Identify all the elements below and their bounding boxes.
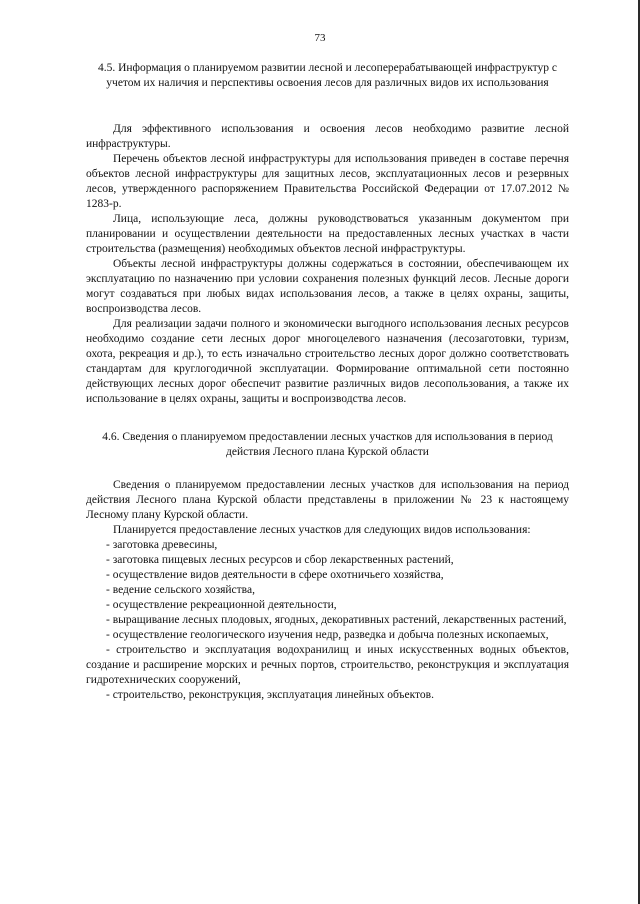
- list-item: - заготовка древесины,: [106, 539, 218, 551]
- section-4-5-heading: 4.5. Информация о планируемом развитии лесной и лесоперерабатывающей инфраструктур с учетом их наличия и перспективы освоения лесов для различных видов их использования: [97, 62, 558, 89]
- section-4-6-paragraph: Сведения о планируемом предоставлении лесных участков для использования на период действия Лесного плана Курской области представлены в приложении № 23 к настоящему Лесному плану Курской области.: [86, 479, 569, 521]
- section-4-6: [86, 430, 569, 703]
- page-number: 73: [314, 32, 326, 44]
- section-4-6-paragraph: Планируется предоставление лесных участков для следующих видов использования:: [113, 524, 531, 536]
- section-4-5-paragraph: Объекты лесной инфраструктуры должны содержаться в состоянии, обеспечивающем их эксплуатацию по назначению при условии сохранения полезных функций лесов. Лесные дороги могут создаваться при любых видах использования лесов, а также в целях охраны, защиты, воспроизводства лесов.: [86, 258, 569, 315]
- list-item: - заготовка пищевых лесных ресурсов и сбор лекарственных растений,: [106, 554, 454, 566]
- list-item: - выращивание лесных плодовых, ягодных, декоративных растений, лекарственных растений,: [106, 614, 567, 626]
- list-item: - осуществление видов деятельности в сфере охотничьего хозяйства,: [106, 569, 444, 581]
- list-item: - строительство, реконструкция, эксплуатация линейных объектов.: [106, 689, 434, 701]
- list-item: - осуществление рекреационной деятельности,: [106, 599, 337, 611]
- section-4-6-heading: 4.6. Сведения о планируемом предоставлении лесных участков для использования в период действия Лесного плана Курской области: [102, 431, 553, 458]
- list-item: - строительство и эксплуатация водохранилищ и иных искусственных водных объектов, создание и расширение морских и речных портов, строительство, реконструкция и эксплуатация гидротехнических сооружений,: [86, 644, 569, 686]
- section-4-5: [86, 61, 569, 407]
- section-4-5-paragraph: Для реализации задачи полного и экономически выгодного использования лесных ресурсов необходимо создание сети лесных дорог многоцелевого назначения (лесозаготовки, туризм, охота, рекреация и др.), то есть изначально строительство лесных дорог должно соответствовать стандартам для круглогодичной эксплуатации. Формирование оптимальной сети постоянно действующих лесных дорог обеспечит развитие различных видов лесопользования, а также их использование в целях охраны, защиты и воспроизводства лесов.: [86, 318, 569, 405]
- section-4-5-paragraph: Для эффективного использования и освоения лесов необходимо развитие лесной инфраструктуры.: [86, 123, 569, 150]
- section-4-5-paragraph: Перечень объектов лесной инфраструктуры для использования приведен в составе перечня объектов лесной инфраструктуры для защитных лесов, эксплуатационных лесов и резервных лесов, утвержденного распоряжением Правительства Российской Федерации от 17.07.2012 № 1283-р.: [86, 153, 569, 210]
- list-item: - ведение сельского хозяйства,: [106, 584, 255, 596]
- section-4-5-paragraph: Лица, использующие леса, должны руководствоваться указанным документом при планировании и осуществлении деятельности на предоставленных лесных участках в части строительства (размещения) необходимых объектов лесной инфраструктуры.: [86, 213, 569, 255]
- list-item: - осуществление геологического изучения недр, разведка и добыча полезных ископаемых,: [106, 629, 549, 641]
- forest-use-list: [86, 538, 569, 703]
